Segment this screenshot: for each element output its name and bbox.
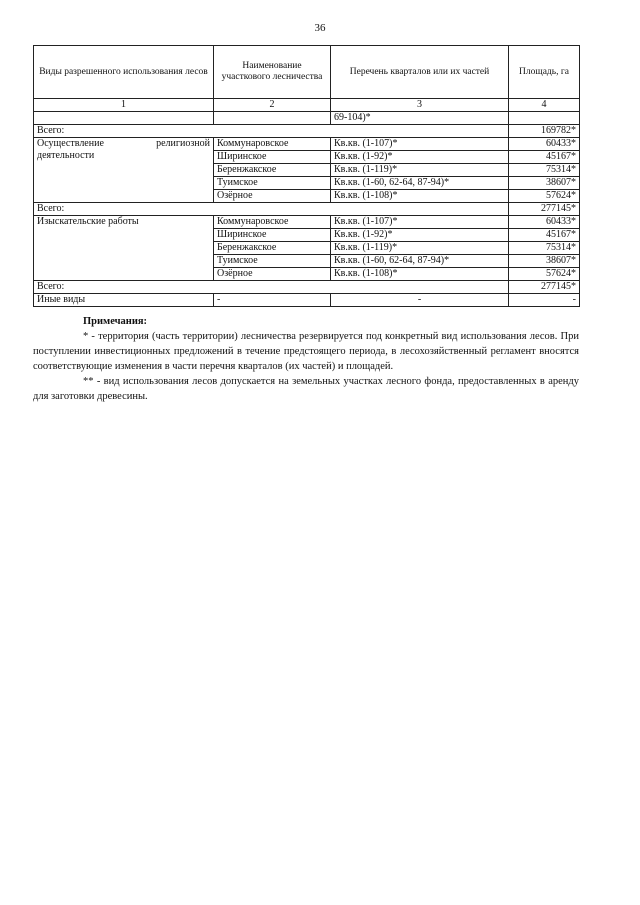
forestry-cell: Озёрное (214, 268, 331, 281)
area-cell: 38607* (509, 255, 580, 268)
page-number: 36 (314, 22, 326, 34)
quarters-cell: Кв.кв. (1-119)* (331, 164, 509, 177)
notes-title: Примечания: (83, 316, 148, 327)
table-header-row (34, 46, 580, 99)
use-type-label-part: Осуществление (37, 138, 104, 149)
column-number: 3 (331, 99, 509, 112)
total-row (34, 203, 580, 216)
forestry-cell: Туимское (214, 177, 331, 190)
total-area: 277145* (509, 281, 580, 294)
total-area: 277145* (509, 203, 580, 216)
forestry-cell: Ширинское (214, 151, 331, 164)
area-cell: 38607* (509, 177, 580, 190)
table-row (34, 294, 580, 307)
quarters-cell: Кв.кв. (1-60, 62-64, 87-94)* (331, 177, 509, 190)
forestry-cell: Коммунаровское (214, 138, 331, 151)
total-area: 169782* (509, 125, 580, 138)
quarters-cell: Кв.кв. (1-108)* (331, 190, 509, 203)
total-row (34, 281, 580, 294)
table-row (34, 138, 580, 151)
forest-use-table (33, 45, 580, 307)
quarters-cell: Кв.кв. (1-107)* (331, 138, 509, 151)
header-quarters: Перечень кварталов или их частей (331, 46, 509, 99)
forestry-cell: Коммунаровское (214, 216, 331, 229)
area-cell: 45167* (509, 151, 580, 164)
total-label: Всего: (34, 203, 509, 216)
header-area: Площадь, га (509, 46, 580, 99)
column-number: 1 (34, 99, 214, 112)
quarters-cell: Кв.кв. (1-60, 62-64, 87-94)* (331, 255, 509, 268)
forestry-cell: Беренжакское (214, 164, 331, 177)
forestry-cell: Ширинское (214, 229, 331, 242)
forestry-cell: Туимское (214, 255, 331, 268)
total-label: Всего: (34, 281, 509, 294)
area-cell: 45167* (509, 229, 580, 242)
use-type-label-part: религиозной (156, 138, 210, 149)
area-cell: - (509, 294, 580, 307)
use-type-religious (34, 138, 214, 203)
header-forestry: Наименование участкового лесничества (214, 46, 331, 99)
total-label: Всего: (34, 125, 509, 138)
table-row (34, 216, 580, 229)
forestry-cell: - (214, 294, 331, 307)
column-number: 2 (214, 99, 331, 112)
quarters-cell: Кв.кв. (1-107)* (331, 216, 509, 229)
area-cell: 57624* (509, 268, 580, 281)
total-row (34, 125, 580, 138)
area-cell: 75314* (509, 164, 580, 177)
notes-section (33, 314, 579, 404)
area-cell: 57624* (509, 190, 580, 203)
header-use-type: Виды разрешенного использования лесов (34, 46, 214, 99)
quarters-cell: - (331, 294, 509, 307)
column-number: 4 (509, 99, 580, 112)
use-type-other: Иные виды (34, 294, 214, 307)
quarters-cell: Кв.кв. (1-119)* (331, 242, 509, 255)
note-lease: ** - вид использования лесов допускается на земельных участках лесного фонда, предоставленных в аренду для заготовки древесины. (33, 376, 579, 402)
quarters-cell: Кв.кв. (1-92)* (331, 229, 509, 242)
use-type-label-part: деятельности (37, 149, 95, 161)
area-cell: 75314* (509, 242, 580, 255)
area-cell: 60433* (509, 138, 580, 151)
note-reserved: * - территория (часть территории) лесничества резервируется под конкретный вид использования лесов. При поступлении инвестиционных предложений в течение предстоящего периода, в лесохозяйственный регламент вносятся соответствующие изменения в части перечня кварталов (их частей) и площадей. (33, 331, 579, 372)
quarters-cell: Кв.кв. (1-92)* (331, 151, 509, 164)
area-cell: 60433* (509, 216, 580, 229)
use-type-survey: Изыскательские работы (34, 216, 214, 281)
quarters-cell: 69-104)* (331, 112, 509, 125)
continuation-row (34, 112, 580, 125)
forestry-cell: Озёрное (214, 190, 331, 203)
forestry-cell: Беренжакское (214, 242, 331, 255)
column-number-row (34, 99, 580, 112)
quarters-cell: Кв.кв. (1-108)* (331, 268, 509, 281)
